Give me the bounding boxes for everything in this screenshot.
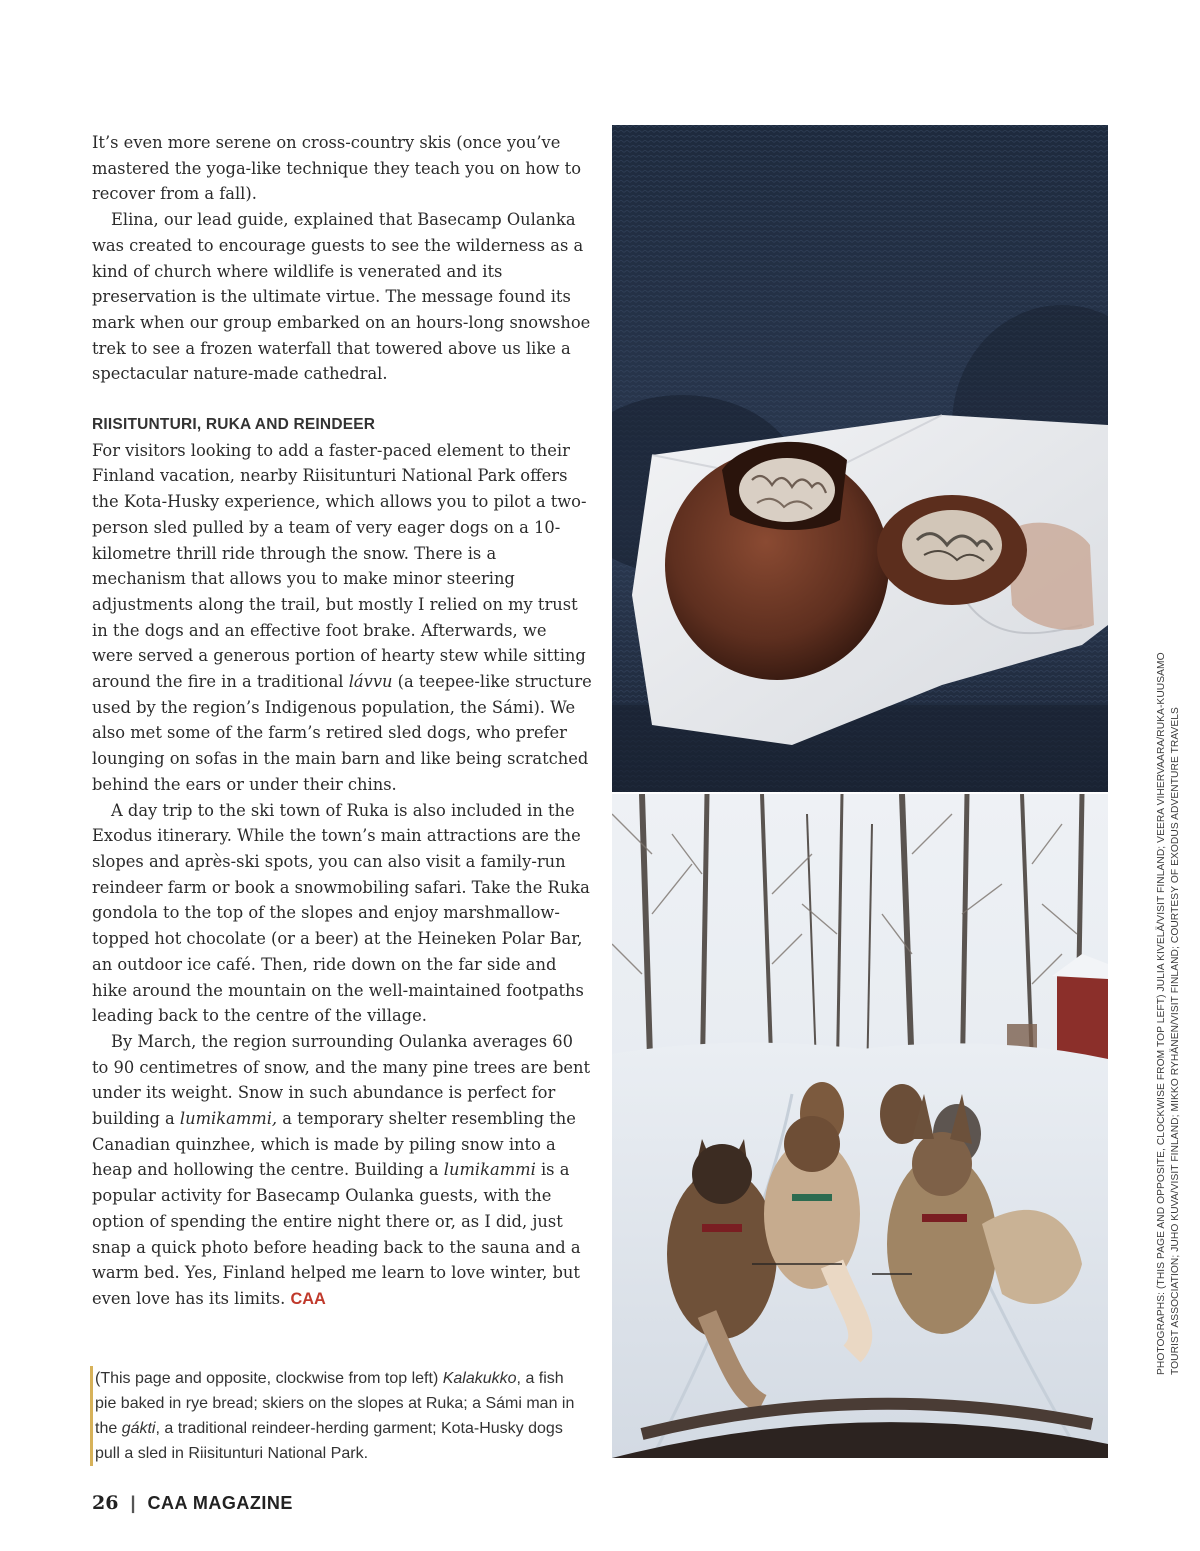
footer-separator: | <box>130 1492 136 1513</box>
page-number: 26 <box>92 1492 119 1514</box>
paragraph-3 <box>92 438 592 798</box>
section-heading: RIISITUNTURI, RUKA AND REINDEER <box>92 416 376 434</box>
paragraph-3-text-a: For visitors looking to add a faster-paced element to their Finland vacation, nearby Riisitunturi National Park offers the Kota-Husky experience, which allows you to pilot a two-person sled pulled by a team of very eager dogs on a 10-kilometre thrill ride through the snow. There is a mechanism that allows you to make minor steering adjustments along the trail, but mostly I relied on my trust in the dogs and an effective foot brake. Afterwards, we were served a generous portion of hearty stew while sitting around the fire in a traditional <box>92 440 587 692</box>
paragraph-4: A day trip to the ski town of Ruka is also included in the Exodus itinerary. While the town’s main attractions are the slopes and après-ski spots, you can also visit a family-run reindeer farm or book a snowmobiling safari. Take the Ruka gondola to the top of the slopes and enjoy marshmallow-topped hot chocolate (or a beer) at the Heineken Polar Bar, an outdoor ice café. Then, ride down on the far side and hike around the mountain on the well-maintained footpaths leading back to the centre of the village. <box>92 800 590 1026</box>
italic-term-lavvu: lávvu <box>348 672 393 692</box>
paragraph-1: It’s even more serene on cross-country skis (once you’ve mastered the yoga-like technique they teach you on how to recover from a fall). <box>92 133 582 204</box>
photo-credits <box>1155 652 1187 1375</box>
page-footer <box>92 1492 293 1514</box>
photo-husky-sled <box>612 794 1108 1458</box>
italic-term-lumikammi-1: lumikammi, <box>179 1109 278 1129</box>
photo-kalakukko <box>612 125 1108 792</box>
paragraph-5-text-b: a temporary shelter resembling the Canadian quinzhee, which is made by piling snow into a heap and hollowing the centre. Building a <box>92 1109 576 1180</box>
paragraph-2: Elina, our lead guide, explained that Basecamp Oulanka was created to encourage guests to see the wilderness as a kind of church where wildlife is venerated and its preservation is the ultimate virtue. The message found its mark when our group embarked on an hours-long snowshoe trek to see a frozen waterfall that towered above us like a spectacular nature-made cathedral. <box>92 210 591 384</box>
caption-italic-kalakukko: Kalakukko <box>442 1370 517 1387</box>
photo-husky-sled-image <box>612 794 1108 1458</box>
paragraph-5 <box>92 1029 592 1313</box>
article-body <box>92 130 592 1313</box>
magazine-name: CAA MAGAZINE <box>147 1492 293 1513</box>
caption-text-b: , a fish pie baked in rye bread; skiers on the slopes at Ruka; a Sámi man in the <box>95 1370 575 1437</box>
caption-text-c: , a traditional reindeer-herding garment; Kota-Husky dogs pull a sled in Riisitunturi National Park. <box>95 1420 563 1462</box>
caption-text-a: (This page and opposite, clockwise from top left) <box>95 1370 443 1387</box>
photo-kalakukko-image <box>612 125 1108 792</box>
photo-caption <box>90 1366 587 1466</box>
signoff-caa: CAA <box>290 1289 326 1308</box>
paragraph-5-text-a: By March, the region surrounding Oulanka averages 60 to 90 centimetres of snow, and the many pine trees are bent under its weight. Snow in such abundance is perfect for building a <box>92 1031 591 1129</box>
paragraph-3-text-b: (a teepee-like structure used by the region’s Indigenous population, the Sámi). We also met some of the farm’s retired sled dogs, who prefer lounging on sofas in the main barn and like being scratched behind the ears or under their chins. <box>92 672 592 794</box>
photo-credits-line-1: PHOTOGRAPHS: (THIS PAGE AND OPPOSITE, CLOCKWISE FROM TOP LEFT) JULIA KIVELÄ/VISIT FINLAND; VEERA VIHERVAARA/RUKA-KUUSAMO <box>1156 652 1167 1375</box>
caption-italic-gakti: gákti <box>121 1420 156 1437</box>
photo-credits-line-2: TOURIST ASSOCIATION; JUHO KUVA/VISIT FINLAND; MIKKO RYHÄNEN/VISIT FINLAND; COURTESY OF EXODUS ADVENTURE TRAVELS <box>1170 707 1181 1375</box>
italic-term-lumikammi-2: lumikammi <box>443 1160 536 1180</box>
paragraph-5-text-c: is a popular activity for Basecamp Oulanka guests, with the option of spending the entire night there or, as I did, just snap a quick photo before heading back to the sauna and a warm bed. Yes, Finland helped me learn to love winter, but even love has its limits. <box>92 1160 581 1308</box>
